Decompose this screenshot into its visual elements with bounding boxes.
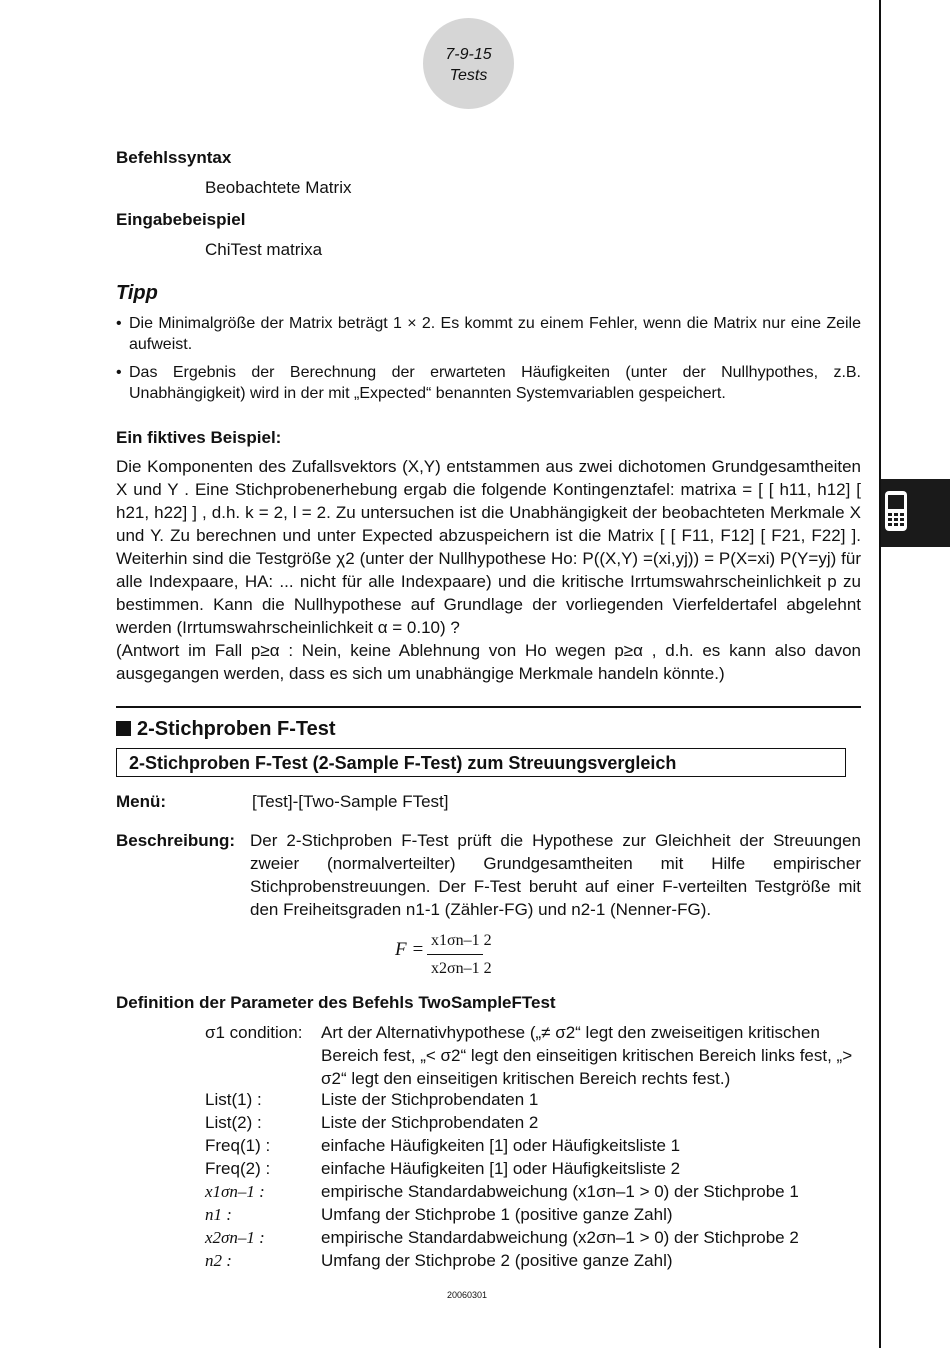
param-description: empirische Standardabweichung (x1σn–1 > 0) der Stichprobe 1: [321, 1182, 799, 1201]
tip-bullet: • Das Ergebnis der Berechnung der erwarteten Häufigkeiten (unter der Nullhypothes, z.B. Unabhängigkeit) wird in der mit „Expected“ benannten Systemvariablen gespeichert.: [116, 362, 861, 404]
f-statistic-formula: [395, 929, 505, 981]
boxed-subtitle: 2-Stichproben F-Test (2-Sample F-Test) zum Streuungsvergleich: [116, 748, 846, 777]
example-paragraph: Die Komponenten des Zufallsvektors (X,Y) entstammen aus zwei dichotomen Grundgesamtheiten X und Y . Eine Stichprobenerhebung ergab die folgende Kontingenztafel: matrixa = [ [ h11, h12] [ h21, h22] ] , d.h. k = 2, l = 2. Zu untersuchen ist die Unabhängigkeit der beobachteten Merkmale X und Y. Zu berechnen und unter Expected abzuspeichern ist die Matrix [ [ F11, F12] [ F21, F22] ]. Weiterhin sind die Testgröße χ2 (unter der Nullhypothese Ho: P((X,Y) =(xi,yj)) = P(X=xi) P(Y=yj) für alle Indexpaare, HA: ... nicht für alle Indexpaare) und die kritische Irrtumswahrscheinlichkeit p zu bestimmen. Kann die Nullhypothese auf Grundlage der vorliegenden Vierfeldertafel abgelehnt werden (Irrtumswahrscheinlichkeit α = 0.10) ?: [116, 457, 861, 637]
param-description: einfache Häufigkeiten [1] oder Häufigkeitsliste 1: [321, 1136, 681, 1155]
parameters-heading: Definition der Parameter des Befehls TwoSampleFTest: [116, 993, 556, 1012]
syntax-heading: Befehlssyntax: [116, 148, 232, 167]
example-body: [116, 455, 861, 685]
param-name: n2 :: [205, 1251, 232, 1270]
param-name: Freq(1) :: [205, 1136, 271, 1155]
example-heading: Ein fiktives Beispiel:: [116, 428, 282, 447]
param-name: σ1 condition:: [205, 1023, 303, 1042]
fraction-bar: [427, 954, 483, 955]
menu-path: [Test]-[Two-Sample FTest]: [252, 792, 449, 811]
param-name: Freq(2) :: [205, 1159, 271, 1178]
right-margin-rule: [879, 0, 881, 1348]
formula-denominator: x2σn–1 2: [431, 960, 492, 977]
syntax-value: Beobachtete Matrix: [205, 178, 352, 197]
param-name: List(2) :: [205, 1113, 262, 1132]
param-name: x1σn–1 :: [205, 1182, 265, 1201]
param-description: Liste der Stichprobendaten 1: [321, 1090, 539, 1109]
tip-title: Tipp: [116, 282, 158, 304]
input-example-value: ChiTest matrixa: [205, 240, 323, 259]
param-description: einfache Häufigkeiten [1] oder Häufigkeitsliste 2: [321, 1159, 681, 1178]
example-answer: (Antwort im Fall p≥α : Nein, keine Ablehnung von Ho wegen p≥α , d.h. es kann also davon ausgegangen werden, dass es sich um unabhängige Merkmale handeln könnte.): [116, 641, 861, 683]
menu-label: Menü:: [116, 792, 167, 811]
param-description: Art der Alternativhypothese („≠ σ2“ legt den zweiseitigen kritischen Bereich fest, „< σ2“ legt den einseitigen kritischen Bereich links fest, „> σ2“ legt den einseitigen kritischen Bereich rechts fest.): [321, 1023, 853, 1088]
param-name: x2σn–1 :: [205, 1228, 265, 1247]
param-description: empirische Standardabweichung (x2σn–1 > 0) der Stichprobe 2: [321, 1228, 799, 1247]
page-number: 7-9-15: [445, 46, 492, 63]
param-description: Umfang der Stichprobe 2 (positive ganze Zahl): [321, 1251, 673, 1270]
footer-code: 20060301: [447, 1290, 488, 1300]
tip-list: [116, 313, 861, 411]
chapter-name: Tests: [449, 67, 488, 84]
param-name: List(1) :: [205, 1090, 262, 1109]
input-example-heading: Eingabebeispiel: [116, 210, 246, 229]
tip-bullet: • Die Minimalgröße der Matrix beträgt 1 × 2. Es kommt zu einem Fehler, wenn die Matrix nur eine Zeile aufweist.: [116, 313, 861, 355]
param-description: Liste der Stichprobendaten 2: [321, 1113, 539, 1132]
description-text: Der 2-Stichproben F-Test prüft die Hypothese zur Gleichheit der Streuungen zweier (normalverteilter) Grundgesamtheiten mit Hilfe empirischer Stichprobenstreuungen. Der F-Test beruht auf einer F-verteilten Testgröße mit den Freiheitsgraden n1-1 (Zähler-FG) und n2-1 (Nenner-FG).: [250, 831, 861, 919]
description-label: Beschreibung:: [116, 831, 236, 850]
section-title: [116, 716, 336, 742]
formula-lhs: F =: [395, 939, 425, 960]
param-name: n1 :: [205, 1205, 232, 1224]
formula-numerator: x1σn–1 2: [431, 932, 492, 949]
page-number-badge: [423, 18, 514, 109]
section-square-icon: [116, 721, 131, 736]
section-title-text: 2-Stichproben F-Test: [137, 718, 336, 740]
section-divider: [116, 706, 861, 708]
calculator-icon: [884, 490, 908, 532]
param-description: Umfang der Stichprobe 1 (positive ganze Zahl): [321, 1205, 673, 1224]
